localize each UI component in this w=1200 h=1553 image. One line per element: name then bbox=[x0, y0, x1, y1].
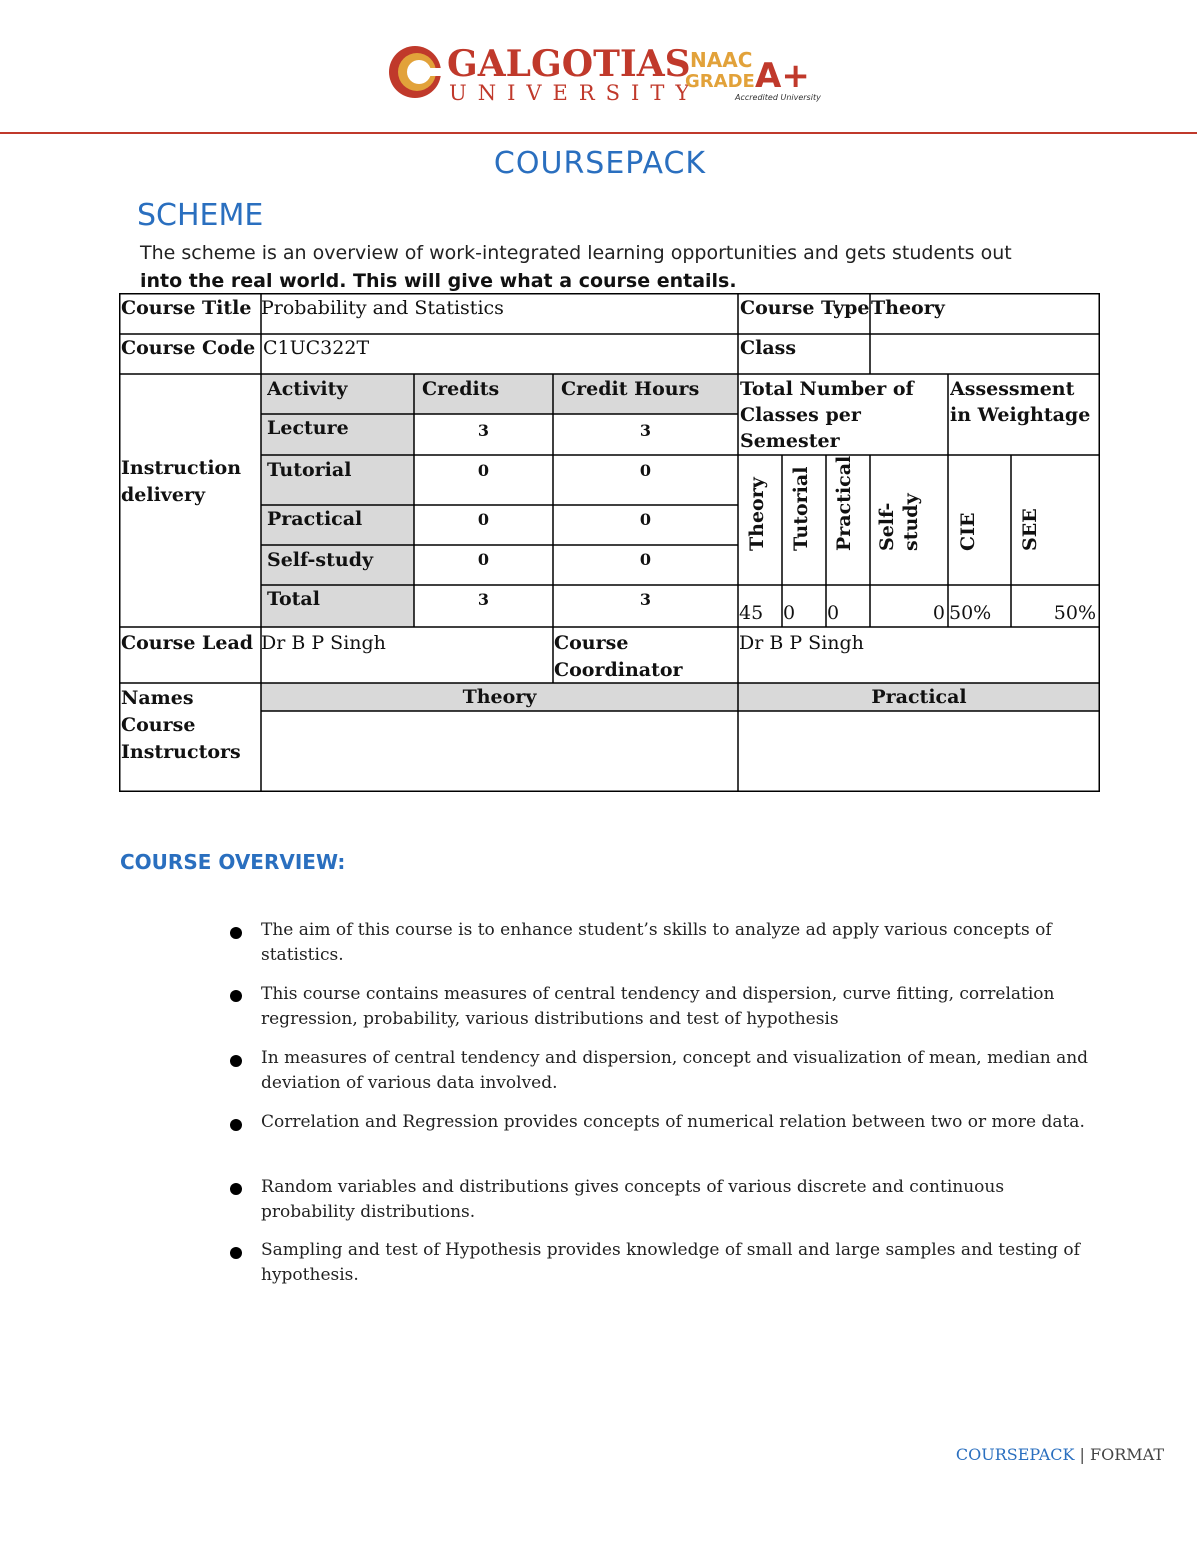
see-value: 50% bbox=[1053, 602, 1096, 624]
self-study-hours: 0 bbox=[639, 550, 652, 569]
activity-practical: Practical bbox=[267, 508, 363, 530]
self-study-classes-value: 0 bbox=[932, 602, 945, 624]
overview-item: Random variables and distributions gives concepts of various discrete and continuous probability distributions. bbox=[261, 1177, 1005, 1222]
activity-lecture: Lecture bbox=[267, 417, 349, 439]
course-overview-heading: COURSE OVERVIEW: bbox=[120, 850, 346, 874]
total-classes-header: Total Number of Classes per Semester bbox=[740, 378, 914, 452]
scheme-table bbox=[119, 293, 1100, 792]
course-code-label: Course Code bbox=[121, 337, 256, 359]
footer-sep: | bbox=[1074, 1445, 1090, 1464]
page-title: COURSEPACK bbox=[493, 146, 707, 181]
naac-line2: GRADE bbox=[685, 71, 755, 92]
activity-total: Total bbox=[267, 588, 320, 610]
lecture-credits: 3 bbox=[477, 421, 490, 440]
bullet-icon bbox=[230, 990, 242, 1002]
theory-instructors-header: Theory bbox=[462, 686, 537, 708]
header-rule bbox=[0, 132, 1197, 134]
activity-self-study: Self-study bbox=[267, 549, 374, 571]
overview-item: In measures of central tendency and dispersion, concept and visualization of mean, median and deviation of various data involved. bbox=[261, 1048, 1089, 1093]
scheme-description bbox=[140, 239, 1040, 295]
overview-item: The aim of this course is to enhance student’s skills to analyze ad apply various concepts of statistics. bbox=[261, 920, 1052, 965]
overview-item: Sampling and test of Hypothesis provides knowledge of small and large samples and testing of hypothesis. bbox=[261, 1240, 1080, 1285]
activity-tutorial: Tutorial bbox=[267, 459, 352, 481]
naac-line1: NAAC bbox=[690, 48, 753, 72]
col-self-study-header: Self-study bbox=[876, 493, 922, 551]
scheme-text-plain: The scheme is an overview of work-integrated learning opportunities and gets students out bbox=[140, 242, 1012, 264]
class-label: Class bbox=[740, 337, 797, 359]
table-grid-lines bbox=[119, 293, 1100, 792]
practical-credits: 0 bbox=[477, 510, 490, 529]
scheme-heading: SCHEME bbox=[137, 198, 264, 233]
coordinator-value: Dr B P Singh bbox=[739, 632, 864, 654]
practical-classes-value: 0 bbox=[827, 602, 840, 624]
tutorial-credits: 0 bbox=[477, 461, 490, 480]
self-study-credits: 0 bbox=[477, 550, 490, 569]
bullet-icon bbox=[230, 1247, 242, 1259]
naac-grade: A+ bbox=[755, 56, 810, 96]
coordinator-label: Course Coordinator bbox=[554, 632, 683, 681]
course-lead-label: Course Lead bbox=[121, 632, 254, 654]
overview-item: Correlation and Regression provides concepts of numerical relation between two or more data. bbox=[261, 1112, 1085, 1132]
bullet-icon bbox=[230, 1055, 242, 1067]
col-theory-header: Theory bbox=[746, 477, 768, 551]
tutorial-classes-value: 0 bbox=[783, 602, 796, 624]
logo-swirl-icon bbox=[389, 46, 443, 98]
theory-classes-value: 45 bbox=[739, 602, 764, 624]
total-credits: 3 bbox=[477, 590, 490, 609]
footer-right: FORMAT bbox=[1090, 1445, 1164, 1464]
credit-hours-header: Credit Hours bbox=[561, 378, 700, 400]
bullet-icon bbox=[230, 1119, 242, 1131]
instructors-label: Names Course Instructors bbox=[121, 687, 241, 763]
col-cie-header: CIE bbox=[957, 512, 979, 551]
lecture-hours: 3 bbox=[639, 421, 652, 440]
footer-left: COURSEPACK bbox=[955, 1445, 1075, 1464]
university-logo bbox=[385, 40, 825, 106]
course-type-value: Theory bbox=[871, 297, 945, 319]
cie-value: 50% bbox=[949, 602, 992, 624]
scheme-text-bold: into the real world. This will give what a course entails. bbox=[140, 270, 737, 292]
total-hours: 3 bbox=[639, 590, 652, 609]
course-title-label: Course Title bbox=[121, 297, 252, 319]
col-see-header: SEE bbox=[1019, 508, 1041, 551]
instruction-delivery-label: Instruction delivery bbox=[121, 457, 242, 506]
course-type-label: Course Type bbox=[740, 297, 870, 319]
page-footer bbox=[956, 1445, 1164, 1464]
bullet-icon bbox=[230, 927, 242, 939]
overview-item: This course contains measures of central tendency and dispersion, curve fitting, correlation regression, probability, various distributions and test of hypothesis bbox=[261, 984, 1055, 1029]
practical-hours: 0 bbox=[639, 510, 652, 529]
logo-name: GALGOTIAS bbox=[447, 43, 691, 85]
practical-instructors-header: Practical bbox=[871, 686, 967, 708]
tutorial-hours: 0 bbox=[639, 461, 652, 480]
col-tutorial-header: Tutorial bbox=[790, 466, 812, 551]
col-practical-header: Practical bbox=[833, 455, 855, 551]
course-lead-value: Dr B P Singh bbox=[261, 632, 386, 654]
credits-header: Credits bbox=[422, 378, 500, 400]
course-code-value: C1UC322T bbox=[263, 337, 370, 359]
bullet-icon bbox=[230, 1183, 242, 1195]
assessment-header: Assessment in Weightage bbox=[950, 378, 1091, 426]
course-title-value: Probability and Statistics bbox=[261, 297, 504, 319]
activity-header: Activity bbox=[267, 378, 348, 400]
naac-note: Accredited University bbox=[735, 93, 821, 102]
logo-sub: UNIVERSITY bbox=[449, 81, 701, 105]
